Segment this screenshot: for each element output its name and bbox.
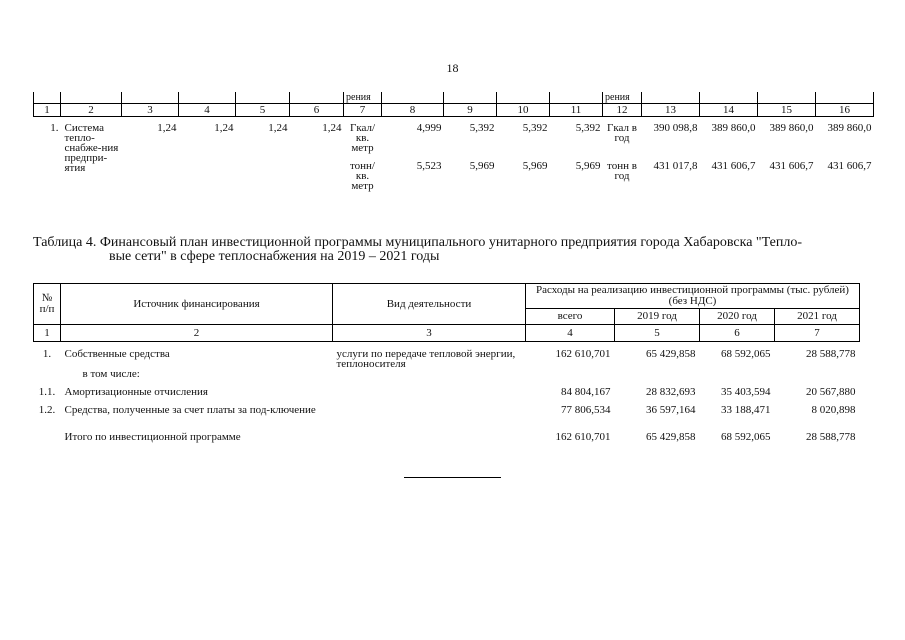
- header-fragment: рения: [344, 92, 382, 104]
- row-2019: 28 832,693: [646, 386, 696, 398]
- row-2021: 8 020,898: [811, 404, 856, 416]
- column-number: 2: [61, 104, 122, 117]
- cell-value: 389 860,0: [827, 122, 872, 134]
- row-2021: 28 588,778: [806, 348, 856, 360]
- column-number: 3: [122, 104, 179, 117]
- column-number: 9: [444, 104, 497, 117]
- cell-value: 4,999: [416, 122, 442, 134]
- caption-line-1: Таблица 4. Финансовый план инвестиционной программы муниципального унитарного предприятия города Хабаровска "Тепло-: [33, 235, 802, 250]
- financial-plan-table: [33, 283, 860, 442]
- cell-value: 5,523: [416, 160, 442, 172]
- row-2019: 36 597,164: [646, 404, 696, 416]
- column-number: 16: [816, 104, 874, 117]
- row-activity: услуги по передаче тепловой энергии, теплоносителя: [336, 348, 516, 370]
- row-number: 1.1.: [38, 386, 56, 398]
- column-number: 5: [236, 104, 290, 117]
- column-number: 6: [290, 104, 344, 117]
- cell-value: 1,24: [157, 122, 177, 134]
- end-rule: [404, 477, 501, 478]
- page-number: 18: [446, 61, 459, 75]
- cell-value: 5,969: [522, 160, 548, 172]
- header-activity: Вид деятельности: [333, 284, 526, 325]
- column-number: 13: [642, 104, 700, 117]
- cell-value: 5,392: [575, 122, 601, 134]
- row-source: в том числе:: [82, 368, 140, 380]
- header-2019: 2019 год: [615, 309, 700, 325]
- row-2019: 65 429,858: [646, 431, 696, 443]
- cell-value: 431 606,7: [769, 160, 814, 172]
- header-source: Источник финансирования: [61, 284, 333, 325]
- table-header-fragment-row: [34, 92, 874, 104]
- column-number: 4: [526, 325, 615, 342]
- unit-cell: Гкал в год: [607, 122, 637, 144]
- row-total: 162 610,701: [555, 431, 611, 443]
- table-row: [34, 161, 874, 195]
- column-number: 15: [758, 104, 816, 117]
- column-number: 8: [382, 104, 444, 117]
- row-number: 1.: [42, 348, 52, 360]
- header-row: [34, 284, 860, 309]
- column-number: 12: [603, 104, 642, 117]
- row-2020: 35 403,594: [721, 386, 771, 398]
- column-number: 7: [344, 104, 382, 117]
- cell-value: 389 860,0: [769, 122, 814, 134]
- table-row: [34, 369, 860, 387]
- header-total: всего: [526, 309, 615, 325]
- table-row: [34, 387, 860, 405]
- table-continuation: [33, 92, 874, 195]
- system-name: Система тепло-снабже-ния предпри-ятия: [64, 122, 119, 174]
- cell-value: 5,392: [469, 122, 495, 134]
- row-source: Итого по инвестиционной программе: [64, 431, 241, 443]
- unit-cell: тонн/ кв. метр: [350, 160, 375, 192]
- row-source: Средства, полученные за счет платы за под-ключение: [64, 404, 316, 416]
- row-total: 84 804,167: [561, 386, 611, 398]
- row-total: 162 610,701: [555, 348, 611, 360]
- row-2021: 28 588,778: [806, 431, 856, 443]
- caption-line-2: вые сети" в сфере теплоснабжения на 2019 – 2021 годы: [109, 249, 440, 264]
- column-number: 3: [333, 325, 526, 342]
- cell-value: 5,969: [469, 160, 495, 172]
- column-number: 4: [179, 104, 236, 117]
- header-expenses: Расходы на реализацию инвестиционной программы (тыс. рублей) (без НДС): [526, 284, 860, 309]
- header-2020: 2020 год: [700, 309, 775, 325]
- column-number: 14: [700, 104, 758, 117]
- row-number: 1.: [50, 122, 59, 134]
- cell-value: 389 860,0: [711, 122, 756, 134]
- row-source: Собственные средства: [64, 348, 170, 360]
- table-caption: [33, 236, 873, 264]
- cell-value: 431 606,7: [827, 160, 872, 172]
- cell-value: 390 098,8: [653, 122, 698, 134]
- unit-cell: Гкал/ кв. метр: [349, 122, 376, 154]
- row-number: 1.2.: [38, 404, 56, 416]
- cell-value: 431 606,7: [711, 160, 756, 172]
- column-number: 10: [497, 104, 550, 117]
- cell-value: 1,24: [214, 122, 234, 134]
- column-number: 7: [775, 325, 860, 342]
- row-2020: 68 592,065: [721, 431, 771, 443]
- row-total: 77 806,534: [561, 404, 611, 416]
- table-row: [34, 405, 860, 432]
- row-2020: 68 592,065: [721, 348, 771, 360]
- cell-value: 431 017,8: [653, 160, 698, 172]
- header-num: № п/п: [34, 284, 61, 325]
- column-number: 1: [34, 325, 61, 342]
- cell-value: 5,969: [575, 160, 601, 172]
- row-2019: 65 429,858: [646, 348, 696, 360]
- header-2021: 2021 год: [775, 309, 860, 325]
- table-row: [34, 342, 860, 370]
- column-number: 5: [615, 325, 700, 342]
- table-row: [34, 117, 874, 162]
- column-number-row: [34, 104, 874, 117]
- cell-value: 1,24: [322, 122, 342, 134]
- column-number-row: [34, 325, 860, 342]
- row-2021: 20 567,880: [806, 386, 856, 398]
- header-fragment: рения: [603, 92, 642, 104]
- column-number: 2: [61, 325, 333, 342]
- row-source: Амортизационные отчисления: [64, 386, 208, 398]
- row-2020: 33 188,471: [721, 404, 771, 416]
- unit-cell: тонн в год: [607, 160, 637, 182]
- column-number: 1: [34, 104, 61, 117]
- table-row-total: [34, 432, 860, 442]
- column-number: 6: [700, 325, 775, 342]
- column-number: 11: [550, 104, 603, 117]
- cell-value: 1,24: [268, 122, 288, 134]
- cell-value: 5,392: [522, 122, 548, 134]
